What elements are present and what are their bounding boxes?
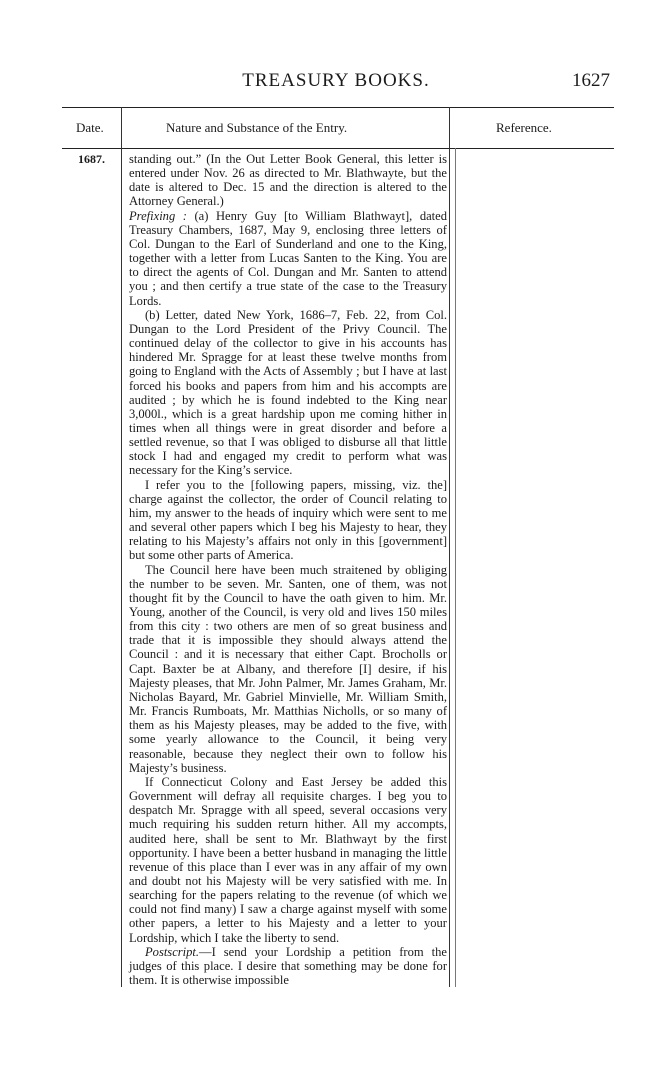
prefixing-label: Prefixing :	[129, 208, 187, 223]
column-header-date: Date.	[76, 120, 104, 135]
postscript-label: Postscript.	[145, 944, 200, 959]
entry-text	[129, 152, 447, 987]
postscript-text: —I send your Lordship a petition from the judges of this place. I desire that something may be done for them. It is otherwise impossible	[129, 944, 447, 988]
running-head	[0, 70, 672, 92]
entry-paragraph: The Council here have been much straitened by obliging the number to be seven. Mr. Santen, one of them, was not thought fit by the Council to have the oath given to him. Mr. Young, another of the Council, is very old and lives 150 miles from this city : two others are men of so great business and trade that it is impossible they should always attend the Council : and it is necessary that either Capt. Brocholls or Capt. Baxter be at Albany, and therefore [I] desire, if his Majesty pleases, that Mr. John Palmer, Mr. James Graham, Mr. Nicholas Bayard, Mr. Gabriel Minvielle, Mr. William Smith, Mr. Francis Rumboats, Mr. Matthias Nicholls, or so many of them as his Majesty pleases, may be added to the five, with some yearly allowance to the Council, it being very reasonable, because they neglect their own to follow his Majesty’s business.	[129, 562, 447, 775]
entry-paragraph: I refer you to the [following papers, missing, viz. the] charge against the collector, the order of Council relating to him, my answer to the heads of inquiry which were sent to me and several other papers which I beg his Majesty to hear, they relating to his Majesty’s affairs not only in this [government] but some other parts of America.	[129, 477, 447, 563]
column-headers	[62, 107, 614, 149]
column-divider-right	[449, 107, 450, 987]
entry-paragraph-postscript	[129, 945, 447, 987]
entry-paragraph: If Connecticut Colony and East Jersey be added this Government will defray all requisite charges. I beg you to despatch Mr. Spragge with all speed, several occasions very much requiring his sudden return hither. All my accompts, audited here, shall be sent to Mr. Blathwayt by the first opportunity. I have been a better husband in managing the little revenue of this place than I ever was in any affair of my own and doubt not his Majesty will be very satisfied with me. In searching for the papers relating to the revenue (of which we could not find many) I saw a charge against myself with some other papers, a letter to his Majesty and a letter to your Lordship, which I take the liberty to send.	[129, 774, 447, 945]
entry-paragraph-prefixing	[129, 209, 447, 308]
column-header-nature: Nature and Substance of the Entry.	[166, 120, 348, 135]
running-title: TREASURY BOOKS.	[242, 70, 430, 91]
page-number: 1627	[572, 70, 610, 91]
entry-paragraph: standing out.” (In the Out Letter Book General, this letter is entered under Nov. 26 as directed to Mr. Blathwayte, but the date is altered to Dec. 15 and the direction is altered to the Attorney General.)	[129, 152, 447, 209]
reference-inner-rule	[455, 148, 456, 987]
entry-paragraph: (b) Letter, dated New York, 1686–7, Feb. 22, from Col. Dungan to the Lord President of the Privy Council. The continued delay of the collector to give in his accounts has hindered Mr. Spragge for at least these twelve months from going to England with the Acts of Assembly ; but I have at last forced his books and papers from him and his accompts are audited ; by which he is found indebted to the King near 3,000l., which is a great hardship upon me coming hither in times when all things were in great disorder and before a settled revenue, so that I was obliged to disburse all that little stock I had and engaged my credit to perform what was necessary for the King’s service.	[129, 307, 447, 478]
prefixing-text: (a) Henry Guy [to William Blathwayt], dated Treasury Chambers, 1687, May 9, enclosing three letters of Col. Dungan to the Earl of Sunderland and one to the King, together with a letter from Lucas Santen to the King. You are to direct the agents of Col. Dungan and Mr. Santen to attend you ; and then certify a true state of the case to the Treasury Lords.	[129, 208, 448, 308]
column-header-reference: Reference.	[496, 120, 552, 135]
column-divider-left	[121, 107, 122, 987]
entry-date: 1687.	[78, 152, 105, 166]
